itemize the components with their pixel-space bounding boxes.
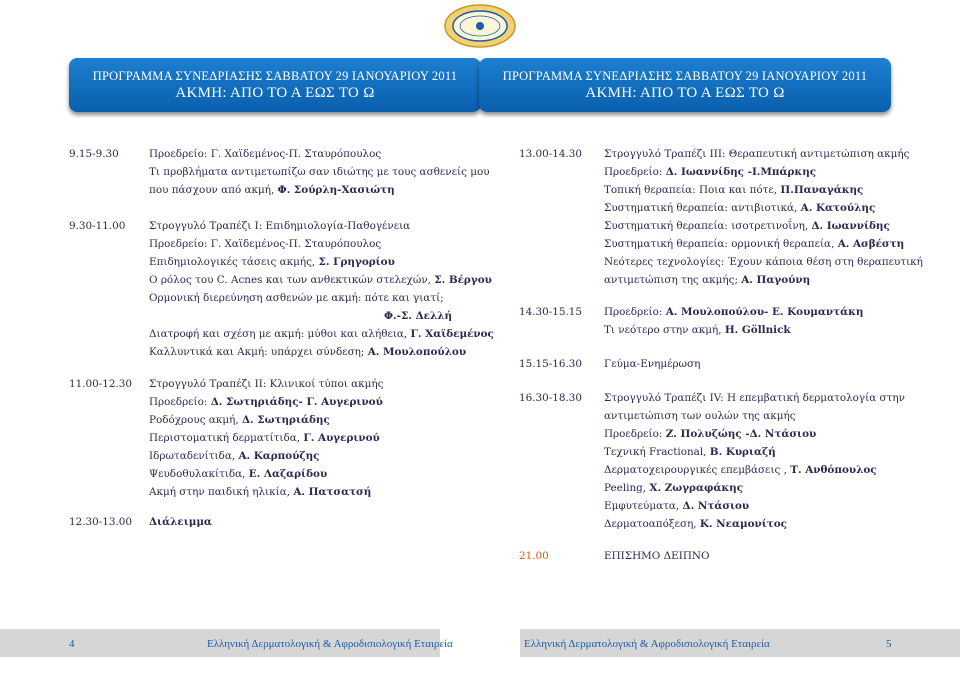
talk-title: Τι προβλήματα αντιμετωπίζω σαν ιδιώτης με τους ασθενείς μου: [149, 166, 490, 178]
speaker-name: Α. Μουλοπούλου: [367, 346, 467, 358]
chairs-label: Προεδρείο:: [604, 428, 666, 440]
session-title: Στρογγυλό Τραπέζι ΙΙ: Κλινικοί τύποι ακμής: [149, 378, 384, 390]
banner-right-title: ΠΡΟΓΡΑΜΜΑ ΣΥΝΕΔΡΙΑΣΗΣ ΣΑΒΒΑΤΟΥ 29 ΙΑΝΟΥΑΡΙΟΥ 2011: [502, 69, 868, 83]
society-logo: [443, 3, 517, 49]
page-number: 4: [69, 638, 75, 650]
talk-title: Δερματοαπόξεση,: [604, 518, 700, 530]
talk-line: [149, 414, 330, 426]
talk-title: Εμφυτεύματα,: [604, 500, 683, 512]
time-slot: 14.30-15.15: [519, 306, 583, 318]
speaker-name: Α. Μουλοπούλου- Ε. Κουμαντάκη: [665, 306, 864, 318]
session-chairs: Προεδρείο: Γ. Χαϊδεμένος-Π. Σταυρόπουλος: [149, 148, 382, 160]
chairs-label: Προεδρείο:: [604, 166, 666, 178]
speaker-name: Δ. Ιωαννίδης: [811, 220, 890, 232]
time-slot: 16.30-18.30: [519, 392, 583, 404]
session-title: Γεύμα-Ενημέρωση: [604, 358, 701, 370]
speaker-name: Π.Παναγάκης: [780, 184, 864, 196]
talk-title: αντιμετώπιση της ακμής;: [604, 274, 742, 286]
banner-left: [69, 58, 481, 112]
talk-title: Περιστοματική δερματίτιδα,: [149, 432, 304, 444]
event-title: ΕΠΙΣΗΜΟ ΔΕΙΠΝΟ: [604, 550, 710, 562]
time-slot: 13.00-14.30: [519, 148, 583, 160]
talk-title: Peeling,: [604, 482, 650, 494]
speaker-name: Γ. Χαϊδεμένος: [410, 328, 494, 340]
speaker-name: Γ. Αυγερινού: [303, 432, 380, 444]
chairs-label: Προεδρείο:: [149, 396, 211, 408]
speaker-name: Α. Ασβέστη: [837, 238, 905, 250]
talk-title: Ο ρόλος του C. Acnes και των ανθεκτικών στελεχών,: [149, 274, 435, 286]
talk-line: [149, 274, 492, 286]
speaker-name: Ε. Λαζαρίδου: [248, 468, 328, 480]
talk-line: [149, 468, 327, 480]
talk-line: [149, 432, 380, 444]
talk-line: [149, 256, 395, 268]
time-slot: 15.15-16.30: [519, 358, 583, 370]
talk-title: Συστηματική θεραπεία: ορμονική θεραπεία,: [604, 238, 838, 250]
session-chairs: [604, 428, 816, 440]
talk-line: [604, 446, 776, 458]
time-slot: 12.30-13.00: [69, 516, 133, 528]
talk-line: [604, 464, 877, 476]
session-title: Στρογγυλό Τραπέζι ΙΙΙ: Θεραπευτική αντιμετώπιση ακμής: [604, 148, 910, 160]
time-slot: 21.00: [519, 550, 549, 562]
session-title: αντιμετώπιση των ουλών της ακμής: [604, 410, 796, 422]
speaker-name: Η. Göllnick: [724, 324, 791, 336]
talk-line: [604, 500, 749, 512]
talk-line: [604, 518, 787, 530]
talk-title: Ροδόχρους ακμή,: [149, 414, 242, 426]
talk-title: που πάσχουν από ακμή,: [149, 184, 278, 196]
talk-line: [604, 324, 791, 336]
speaker-name: Δ. Ντάσιου: [682, 500, 750, 512]
talk-line: [604, 274, 810, 286]
break-title: Διάλειμμα: [149, 516, 212, 528]
session-chairs: Προεδρείο: Γ. Χαϊδεμένος-Π. Σταυρόπουλος: [149, 238, 382, 250]
chairs-label: Προεδρείο:: [604, 306, 666, 318]
speaker-name: Δ. Σωτηριάδης: [241, 414, 330, 426]
talk-line: [149, 486, 371, 498]
speaker-name: Κ. Νεαμονίτος: [699, 518, 788, 530]
time-slot: 9.30-11.00: [69, 220, 126, 232]
footer-society-name: Ελληνική Δερματολογική & Αφροδισιολογική Εταιρεία: [524, 638, 770, 650]
talk-title: Ορμονική διερεύνηση ασθενών με ακμή: πότε και γιατί;: [149, 292, 444, 304]
talk-line: [149, 346, 466, 358]
speaker-name: Χ. Ζωγραφάκης: [649, 482, 744, 494]
talk-line: [149, 450, 319, 462]
speaker-name: Α. Κατούλης: [800, 202, 876, 214]
speaker-name: Ζ. Πολυζώης -Δ. Ντάσιου: [665, 428, 817, 440]
speaker-name: Α. Πατσατσή: [293, 486, 372, 498]
banner-left-title: ΠΡΟΓΡΑΜΜΑ ΣΥΝΕΔΡΙΑΣΗΣ ΣΑΒΒΑΤΟΥ 29 ΙΑΝΟΥΑΡΙΟΥ 2011: [92, 69, 458, 83]
talk-line: [604, 184, 863, 196]
session-chairs: [604, 306, 863, 318]
banner-right: [479, 58, 891, 112]
talk-title: Επιδημιολογικές τάσεις ακμής,: [149, 256, 319, 268]
talk-title: Συστηματική θεραπεία: αντιβιοτικά,: [604, 202, 801, 214]
speaker-name: Α. Παγούνη: [741, 274, 811, 286]
time-slot: 9.15-9.30: [69, 148, 119, 160]
talk-line: [149, 184, 395, 196]
talk-title: Διατροφή και σχέση με ακμή: μύθοι και αλήθεια,: [149, 328, 411, 340]
talk-title: Συστηματική θεραπεία: ισοτρετινοΐνη,: [604, 220, 812, 232]
page-number: 5: [886, 638, 892, 650]
talk-line: [604, 202, 875, 214]
talk-title: Ψευδοθυλακίτιδα,: [149, 468, 249, 480]
session-title: Στρογγυλό Τραπέζι IV: Η επεμβατική δερματολογία στην: [604, 392, 905, 404]
speaker-name: Δ. Ιωαννίδης -Ι.Μπάρκης: [665, 166, 817, 178]
session-chairs: [149, 396, 383, 408]
session-chairs: [604, 166, 816, 178]
banner-left-subtitle: ΑΚΜΗ: ΑΠΟ ΤΟ Α ΕΩΣ ΤΟ Ω: [175, 85, 375, 101]
footer-right: [520, 629, 960, 657]
speaker-name: Σ. Γρηγορίου: [318, 256, 395, 268]
talk-line: [604, 238, 904, 250]
speaker-name: Β. Κυριαζή: [709, 446, 776, 458]
session-title: Στρογγυλό Τραπέζι Ι: Επιδημιολογία-Παθογένεια: [149, 220, 411, 232]
talk-title: Τοπική θεραπεία: Ποια και πότε,: [604, 184, 781, 196]
talk-title: Ιδρωταδενίτιδα,: [149, 450, 239, 462]
footer-society-name: Ελληνική Δερματολογική & Αφροδισιολογική Εταιρεία: [207, 638, 453, 650]
talk-title: Ακμή στην παιδική ηλικία,: [149, 486, 294, 498]
talk-line: [604, 482, 743, 494]
speaker-name: Τ. Ανθόπουλος: [790, 464, 877, 476]
speaker-name: Α. Καρπούζης: [238, 450, 320, 462]
banner-right-subtitle: ΑΚΜΗ: ΑΠΟ ΤΟ Α ΕΩΣ ΤΟ Ω: [585, 85, 785, 101]
speaker-name: Δ. Σωτηριάδης- Γ. Αυγερινού: [210, 396, 383, 408]
speaker-name: Φ. Σούρλη-Χασιώτη: [277, 184, 395, 196]
speaker-name: Φ.-Σ. Δελλή: [384, 310, 453, 322]
time-slot: 11.00-12.30: [69, 378, 133, 390]
footer-left: [0, 629, 453, 657]
talk-title: Δερματοχειρουργικές επεμβάσεις ,: [604, 464, 791, 476]
talk-line: [604, 220, 890, 232]
talk-title: Νεότερες τεχνολογίες: Έχουν κάποια θέση στη θεραπευτική: [604, 256, 923, 268]
talk-title: Τεχνική Fractional,: [604, 446, 710, 458]
talk-line: [149, 328, 494, 340]
talk-title: Τι νεότερο στην ακμή,: [604, 324, 725, 336]
talk-title: Καλλυντικά και Ακμή: υπάρχει σύνδεση;: [149, 346, 368, 358]
speaker-name: Σ. Βέργου: [434, 274, 492, 286]
